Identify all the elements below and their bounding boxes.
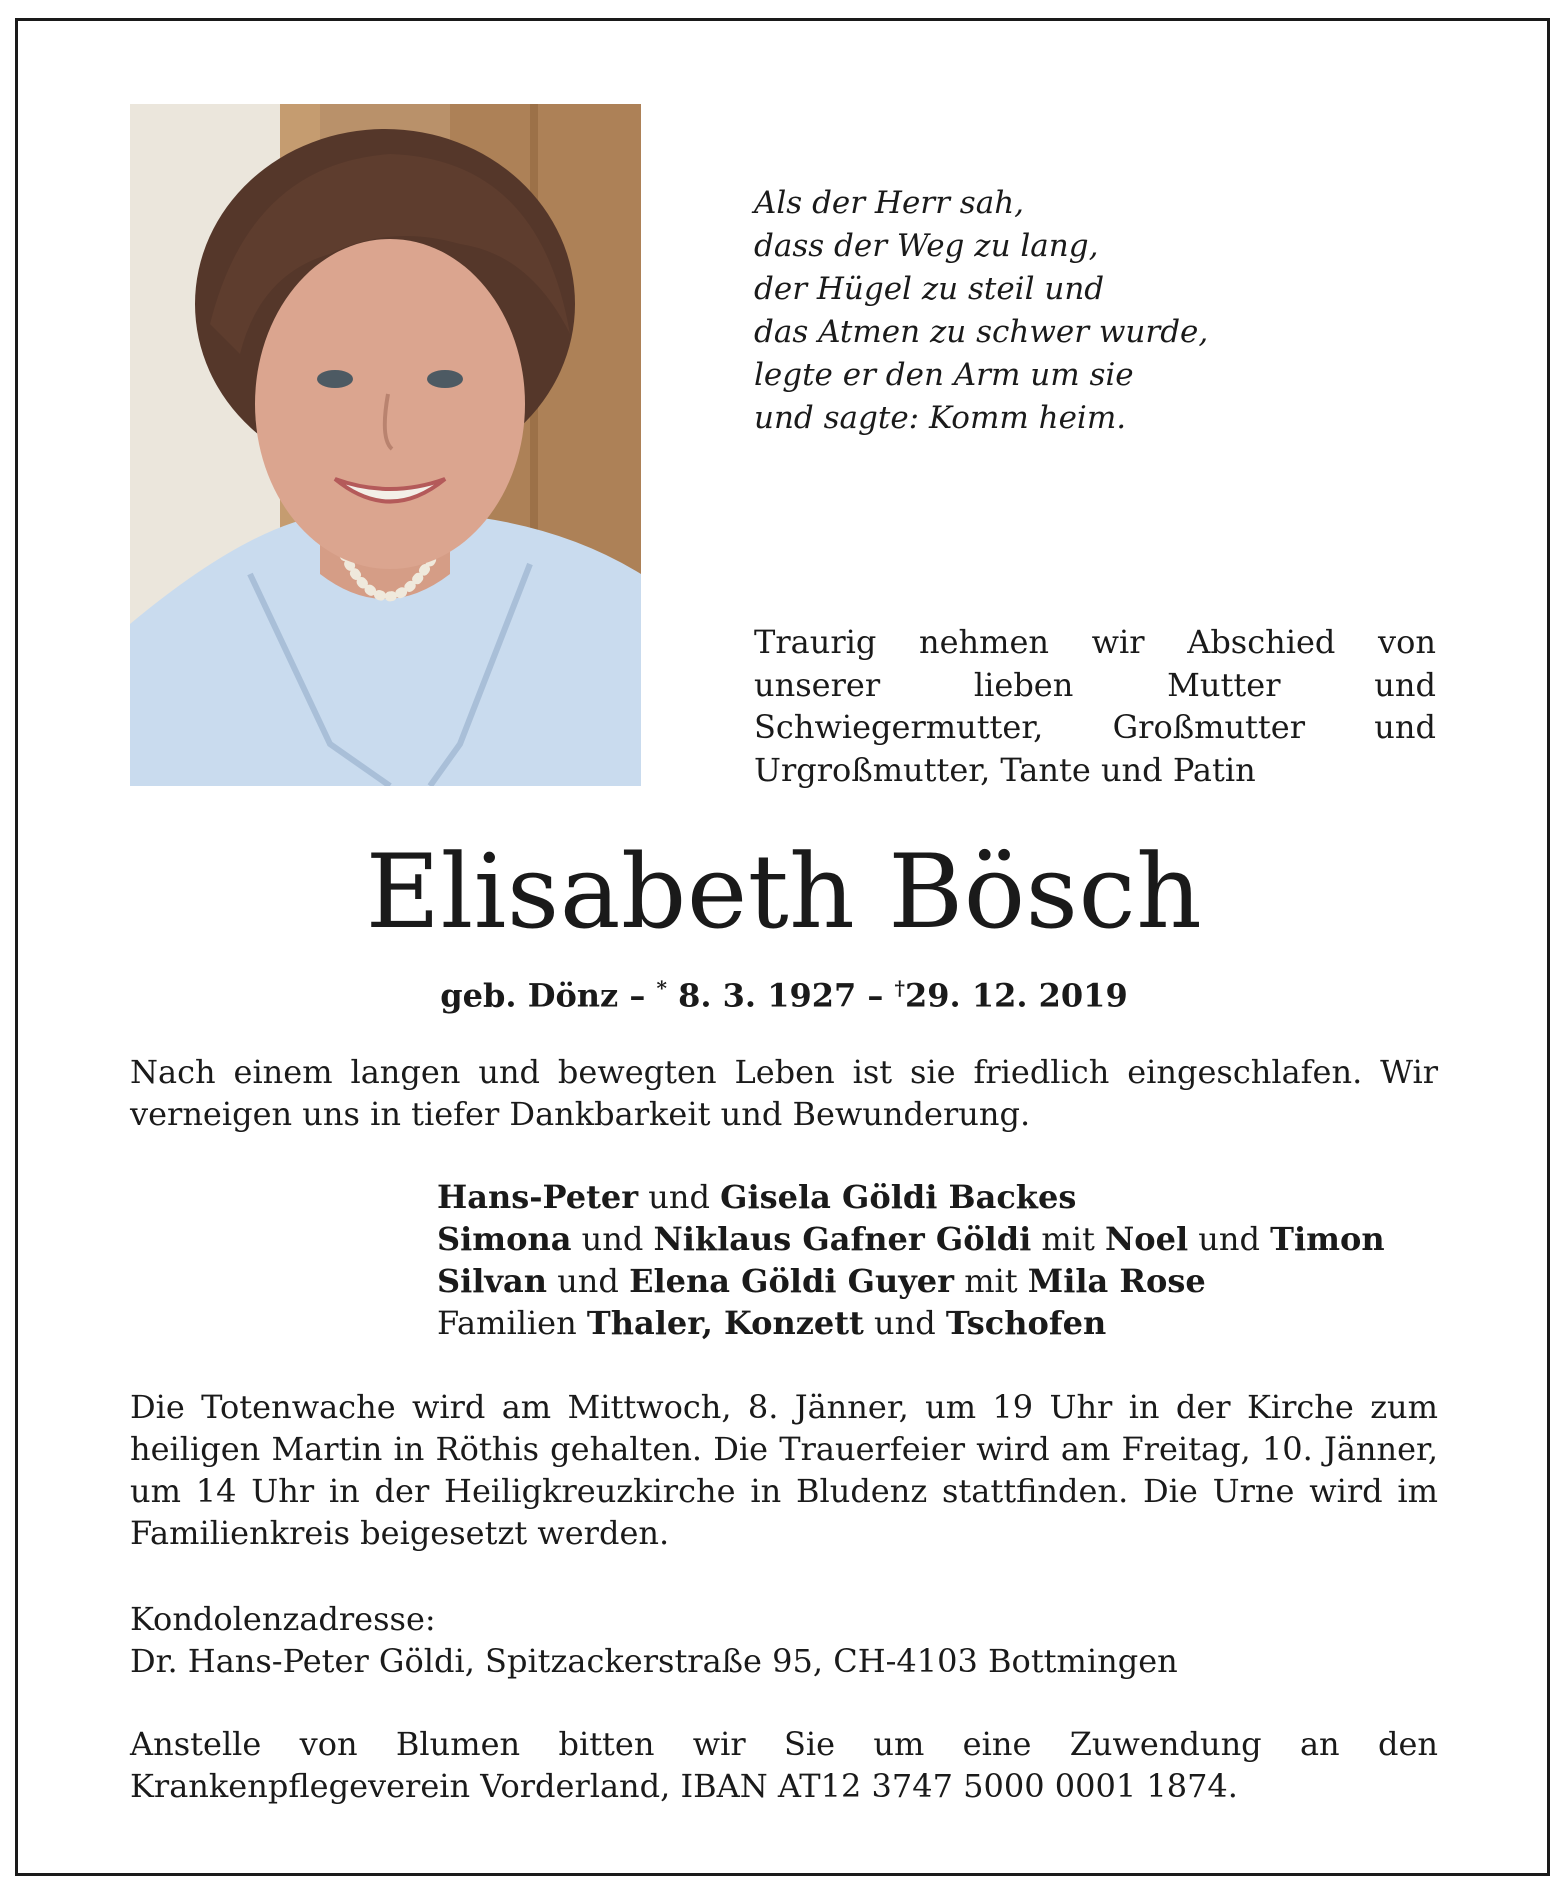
birth-name: geb. Dönz (440, 976, 619, 1015)
birth-date: 8. 3. 1927 (678, 976, 857, 1015)
family-row (437, 1260, 1447, 1302)
condolence-label: Kondolenzadresse: (130, 1600, 436, 1638)
portrait-photo (130, 104, 641, 786)
family-row (437, 1218, 1447, 1260)
poem (754, 182, 1434, 440)
family-name: Simona (437, 1220, 572, 1258)
family-name: Silvan (437, 1262, 548, 1300)
conjunction: und (1198, 1220, 1260, 1258)
deceased-name: Elisabeth Bösch (365, 833, 1203, 952)
poem-line: das Atmen zu schwer wurde, (754, 314, 1209, 350)
conjunction: und (581, 1220, 644, 1258)
family-list (437, 1176, 1447, 1344)
family-name: Hans-Peter (437, 1178, 639, 1216)
paragraph-farewell: Nach einem langen und bewegten Leben ist sie friedlich eingeschlafen. Wir verneigen uns in tiefer Dankbarkeit und Bewunderung. (130, 1053, 1438, 1133)
poem-line: und sagte: Komm heim. (754, 400, 1127, 436)
family-name: Elena Göldi Guyer (629, 1262, 955, 1300)
birth-symbol: * (656, 976, 667, 1000)
death-symbol: † (894, 976, 906, 1000)
death-date: 29. 12. 2019 (905, 976, 1128, 1015)
poem-line: legte er den Arm um sie (754, 357, 1134, 393)
life-dates: geb. Dönz – * 8. 3. 1927 – †29. 12. 2019 (440, 976, 1128, 1015)
family-name: Niklaus Gafner Göldi (653, 1220, 1032, 1258)
family-name: Tschofen (945, 1304, 1107, 1342)
condolence-address: Dr. Hans-Peter Göldi, Spitzackerstraße 95, CH-4103 Bottmingen (130, 1642, 1178, 1680)
paragraph-ceremony: Die Totenwache wird am Mittwoch, 8. Jänner, um 19 Uhr in der Kirche zum heiligen Martin in Röthis gehalten. Die Trauerfeier wird am Freitag, 10. Jänner, um 14 Uhr in der Heiligkreuzkirche in Bludenz stattfinden. Die Urne wird im Familienkreis beigesetzt werden. (130, 1388, 1438, 1552)
intro-text: Traurig nehmen wir Abschied von unserer lieben Mutter und Schwiegermutter, Großmutter und Urgroßmutter, Tante und Patin (754, 623, 1436, 789)
conjunction: und (557, 1262, 619, 1300)
family-name: Thaler, Konzett (586, 1304, 864, 1342)
paragraph-donation: Anstelle von Blumen bitten wir Sie um eine Zuwendung an den Krankenpflegeverein Vorderland, IBAN AT12 3747 5000 0001 1874. (130, 1725, 1438, 1805)
conjunction: mit (1041, 1220, 1095, 1258)
family-name: Mila Rose (1027, 1262, 1206, 1300)
condolence-block (130, 1598, 1438, 1682)
families-label: Familien (437, 1304, 577, 1342)
family-name: Gisela Göldi Backes (720, 1178, 1077, 1216)
family-row (437, 1302, 1447, 1344)
family-name: Timon (1270, 1220, 1385, 1258)
family-row (437, 1176, 1447, 1218)
poem-line: dass der Weg zu lang, (754, 228, 1099, 264)
poem-line: Als der Herr sah, (754, 185, 1025, 221)
conjunction: mit (964, 1262, 1018, 1300)
conjunction: und (648, 1178, 710, 1216)
conjunction: und (874, 1304, 936, 1342)
poem-line: der Hügel zu steil und (754, 271, 1105, 307)
family-name: Noel (1105, 1220, 1189, 1258)
